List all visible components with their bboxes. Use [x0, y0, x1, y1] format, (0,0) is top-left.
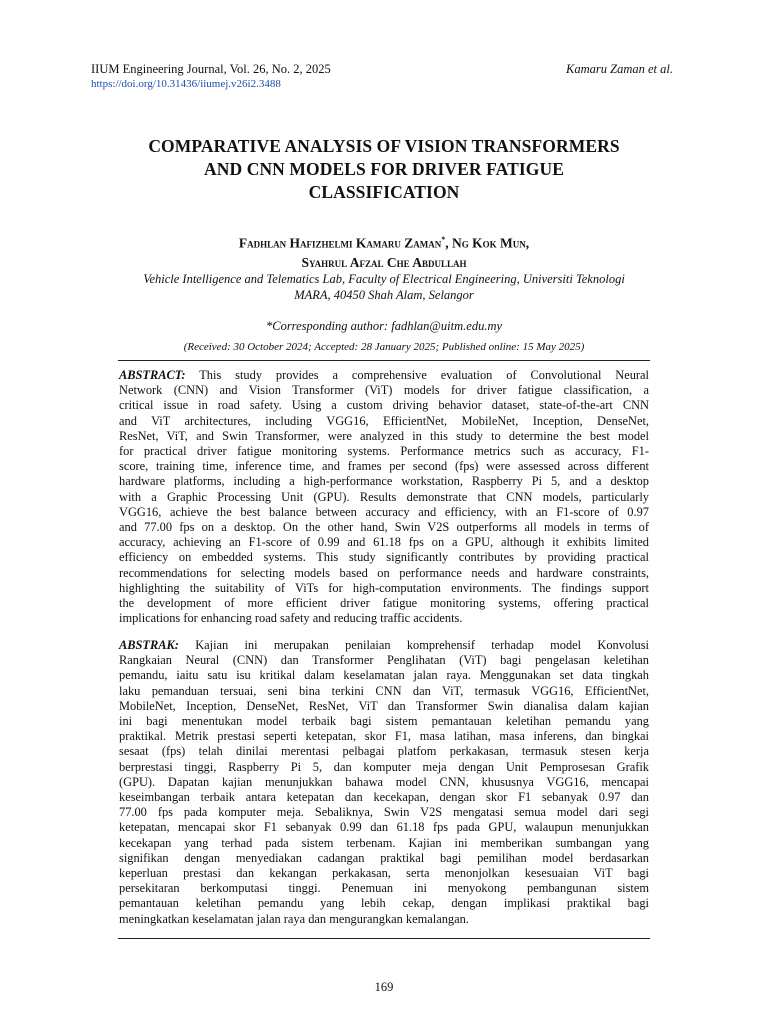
abstract-line: implications for enhancing road safety and reducing traffic accidents.: [119, 611, 463, 626]
author-list: [80, 230, 688, 272]
abstrak-line: ketepatan, mencapai skor F1 sebanyak 0.99 dan 61.18 fps pada GPU, walaupun menunjukkan: [119, 820, 649, 835]
publication-dates: (Received: 30 October 2024; Accepted: 28 January 2025; Published online: 15 May 2025): [183, 341, 585, 353]
abstract-line: [119, 368, 649, 383]
abstrak-line: pemantauan keletihan pemandu yang lebih cekap, dengan implikasi praktikal bagi: [119, 896, 649, 911]
abstrak-line: Rangkaian Neural (CNN) dan Transformer Penglihatan (ViT) bagi pengelasan keletihan: [119, 653, 649, 668]
abstrak-line: sesaat (fps) telah dinilai merentasi pelbagai platfom perkakasan, termasuk stesen kerja: [119, 744, 649, 759]
journal-header: [91, 61, 331, 91]
abstract-line: Network (CNN) and Vision Transformer (ViT) models for driver fatigue classification, a: [119, 383, 649, 398]
abstract-line: for practical driver fatigue monitoring systems. Performance metrics such as accuracy, F1-: [119, 444, 649, 459]
corresponding-author: *Corresponding author: fadhlan@uitm.edu.my: [265, 319, 503, 333]
abstrak-line: [119, 638, 649, 653]
abstract-line: efficiency on embedded systems. This study significantly contributes by providing practical: [119, 550, 649, 565]
abstract-line: ResNet, ViT, and Swin Transformer, were analyzed in this study to determine the best model: [119, 428, 649, 443]
affiliation-line: MARA, 40450 Shah Alam, Selangor: [294, 287, 474, 302]
abstract-line: recommendations for selecting models based on performance needs and hardware constraints,: [119, 565, 649, 580]
abstrak-line: keperluan prestasi dan kekangan perkakasan, serta menonjolkan kesesuaian ViT bagi: [119, 866, 649, 881]
title-line: CLASSIFICATION: [308, 182, 460, 202]
title-line: COMPARATIVE ANALYSIS OF VISION TRANSFORMERS: [148, 136, 620, 156]
abstract-line: VGG16, achieve the best balance between accuracy and efficiency, with an F1-score of 0.97: [119, 504, 649, 519]
abstract-line: accuracy, achieving an F1-score of 0.99 and 61.18 fps on a GPU, although it exhibits limited: [119, 535, 649, 550]
author-name: , Ng Kok Mun,: [445, 235, 530, 251]
abstrak-line: berprestasi tinggi, Raspberry Pi 5, dan komputer meja dengan Unit Pemprosesan Grafik: [119, 759, 649, 774]
abstract-line: with a Graphic Processing Unit (GPU). Results demonstrate that CNN models, particularly: [119, 489, 649, 504]
abstrak-line: kecekapan yang terhad pada sistem terbenam. Kajian ini memberikan sumbangan yang: [119, 835, 649, 850]
abstrak-line: (GPU). Dapatan kajian menunjukkan bahawa model CNN, khususnya VGG16, mencapai: [119, 774, 649, 789]
abstract-line: the development of more efficient driver fatigue monitoring systems, offering practical: [119, 596, 649, 611]
abstrak-line: pemandu, iaitu satu isu kritikal dalam keselamatan jalan raya. Menggunakan set data tingkah: [119, 668, 649, 683]
abstract-malay: [119, 638, 649, 927]
running-author: Kamaru Zaman et al.: [566, 62, 673, 76]
author-line: [80, 230, 688, 253]
abstrak-line: meningkatkan keselamatan jalan raya dan mengurangkan kemalangan.: [119, 911, 469, 926]
doi-link[interactable]: https://doi.org/10.31436/iiumej.v26i2.3488: [91, 78, 281, 90]
abstrak-line: signifikan dengan menyediakan cadangan praktikal bagi pemilihan model berdasarkan: [119, 850, 649, 865]
affiliation-line: Vehicle Intelligence and Telematics Lab, Faculty of Electrical Engineering, Universiti Teknologi: [143, 272, 625, 286]
abstract-line: highlighting the suitability of ViTs for high-computation environments. The findings support: [119, 580, 649, 595]
journal-citation: IIUM Engineering Journal, Vol. 26, No. 2, 2025: [91, 62, 331, 76]
abstrak-line: 77.00 fps pada komputer meja. Sebaliknya, Swin V2S mengatasi semua model dari segi: [119, 805, 649, 820]
abstrak-line: ini bagi menentukan model terbaik bagi sistem pemantauan keletihan pemandu yang: [119, 714, 649, 729]
abstract-english: [119, 368, 649, 626]
abstrak-first-text: Kajian ini merupakan penilaian komprehensif terhadap model Konvolusi: [178, 638, 649, 652]
abstract-line: critical issue in road safety. Using a custom driving behavior dataset, state-of-the-art CNN: [119, 398, 649, 413]
abstrak-line: laku pemanduan tersuai, seni bina terkini CNN dan ViT, termasuk VGG16, EfficientNet,: [119, 683, 649, 698]
abstract-line: and ViT architectures, including VGG16, EfficientNet, MobileNet, Inception, DenseNet,: [119, 413, 649, 428]
abstrak-line: keseimbangan terbaik antara ketepatan dan kecekapan, dengan skor F1 sebanyak 0.97 dan: [119, 790, 649, 805]
abstract-line: and 77.00 fps on a desktop. On the other hand, Swin V2S outperforms all models in terms of: [119, 520, 649, 535]
page-number: 169: [374, 980, 394, 994]
abstrak-line: praktikal. Metrik prestasi seperti ketepatan, skor F1, masa latihan, masa inferens, dan bingkai: [119, 729, 649, 744]
author-line: Syahrul Afzal Che Abdullah: [301, 254, 467, 270]
top-divider: [118, 360, 650, 361]
abstract-line: score, training time, inference time, and frames per second (fps) were assessed across different: [119, 459, 649, 474]
bottom-divider: [118, 938, 650, 939]
author-name: Fadhlan Hafizhelmi Kamaru Zaman: [238, 235, 442, 251]
paper-title: [80, 135, 688, 204]
abstrak-line: MobileNet, Inception, DenseNet, ResNet, ViT dan Transformer Swin dianalisa dalam kajian: [119, 698, 649, 713]
abstract-first-text: This study provides a comprehensive evaluation of Convolutional Neural: [185, 368, 649, 382]
abstrak-line: persekitaran berkomputasi tinggi. Penemuan ini menyokong pembangunan sistem: [119, 881, 649, 896]
abstrak-label: ABSTRAK:: [119, 638, 179, 652]
abstract-line: hardware platforms, including a high-performance workstation, Raspberry Pi 5, and a desktop: [119, 474, 649, 489]
title-line: AND CNN MODELS FOR DRIVER FATIGUE: [204, 159, 564, 179]
abstract-label: ABSTRACT:: [119, 368, 186, 382]
corresponding-mark: *: [441, 235, 446, 244]
affiliation: [100, 272, 668, 303]
